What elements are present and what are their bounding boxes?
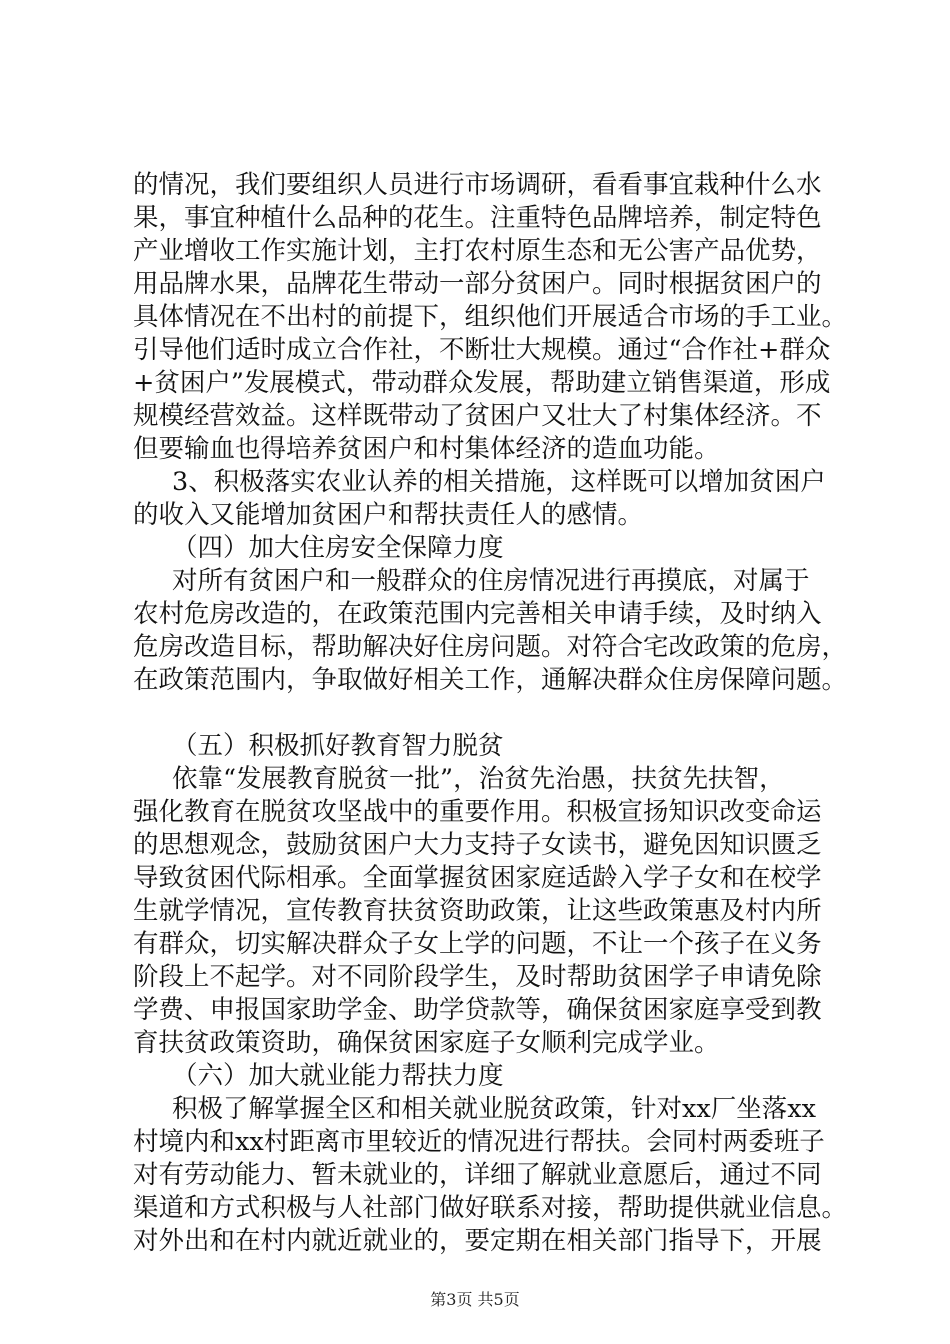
- paragraph-line: 但要输血也得培养贫困户和村集体经济的造血功能。: [133, 434, 720, 464]
- paragraph-line: 产业增收工作实施计划，主打农村原生态和无公害产品优势，: [133, 236, 822, 266]
- paragraph-line: 学费、申报国家助学金、助学贷款等，确保贫困家庭享受到教: [133, 995, 822, 1025]
- paragraph-line: 在政策范围内，争取做好相关工作，通解决群众住房保障问题。: [133, 665, 848, 695]
- paragraph-line: 导致贫困代际相承。全面掌握贫困家庭适龄入学子女和在校学: [133, 863, 822, 893]
- paragraph-line: 依靠“发展教育脱贫一批”，治贫先治愚，扶贫先扶智，: [172, 764, 785, 794]
- section-heading: （六）加大就业能力帮扶力度: [172, 1061, 504, 1091]
- paragraph-line: 的收入又能增加贫困户和帮扶责任人的感情。: [133, 500, 644, 530]
- paragraph-line: 有群众，切实解决群众子女上学的问题，不让一个孩子在义务: [133, 929, 822, 959]
- paragraph-line: 的思想观念，鼓励贫困户大力支持子女读书，避免因知识匮乏: [133, 830, 822, 860]
- paragraph-line: 引导他们适时成立合作社，不断壮大规模。通过“合作社+群众: [133, 335, 831, 365]
- paragraph-line: 对外出和在村内就近就业的，要定期在相关部门指导下，开展: [133, 1226, 822, 1256]
- paragraph-line: 对所有贫困户和一般群众的住房情况进行再摸底，对属于: [172, 566, 810, 596]
- page-footer: 第3页 共5页: [430, 1290, 520, 1309]
- paragraph-line: 3、积极落实农业认养的相关措施，这样既可以增加贫困户: [172, 467, 826, 497]
- paragraph-line: 规模经营效益。这样既带动了贫困户又壮大了村集体经济。不: [133, 401, 822, 431]
- paragraph-line: 强化教育在脱贫攻坚战中的重要作用。积极宣扬知识改变命运: [133, 797, 822, 827]
- paragraph-line: 生就学情况，宣传教育扶贫资助政策，让这些政策惠及村内所: [133, 896, 822, 926]
- paragraph-line: 果，事宜种植什么品种的花生。注重特色品牌培养，制定特色: [133, 203, 822, 233]
- paragraph-line: 用品牌水果，品牌花生带动一部分贫困户。同时根据贫困户的: [133, 269, 822, 299]
- section-heading: （四）加大住房安全保障力度: [172, 533, 504, 563]
- paragraph-line: 具体情况在不出村的前提下，组织他们开展适合市场的手工业。: [133, 302, 848, 332]
- paragraph-line: 危房改造目标，帮助解决好住房问题。对符合宅改政策的危房，: [133, 632, 848, 662]
- paragraph-line: 村境内和xx村距离市里较近的情况进行帮扶。会同村两委班子: [133, 1127, 825, 1157]
- paragraph-line: 阶段上不起学。对不同阶段学生，及时帮助贫困学子申请免除: [133, 962, 822, 992]
- section-heading: （五）积极抓好教育智力脱贫: [172, 731, 504, 761]
- paragraph-line: 的情况，我们要组织人员进行市场调研，看看事宜栽种什么水: [133, 170, 822, 200]
- paragraph-line: 育扶贫政策资助，确保贫困家庭子女顺利完成学业。: [133, 1028, 720, 1058]
- paragraph-line: 积极了解掌握全区和相关就业脱贫政策，针对xx厂坐落xx: [172, 1094, 817, 1124]
- paragraph-line: +贫困户”发展模式，带动群众发展，帮助建立销售渠道，形成: [133, 368, 831, 398]
- paragraph-line: 渠道和方式积极与人社部门做好联系对接，帮助提供就业信息。: [133, 1193, 848, 1223]
- paragraph-line: 对有劳动能力、暂未就业的，详细了解就业意愿后，通过不同: [133, 1160, 822, 1190]
- paragraph-line: 农村危房改造的，在政策范围内完善相关申请手续，及时纳入: [133, 599, 822, 629]
